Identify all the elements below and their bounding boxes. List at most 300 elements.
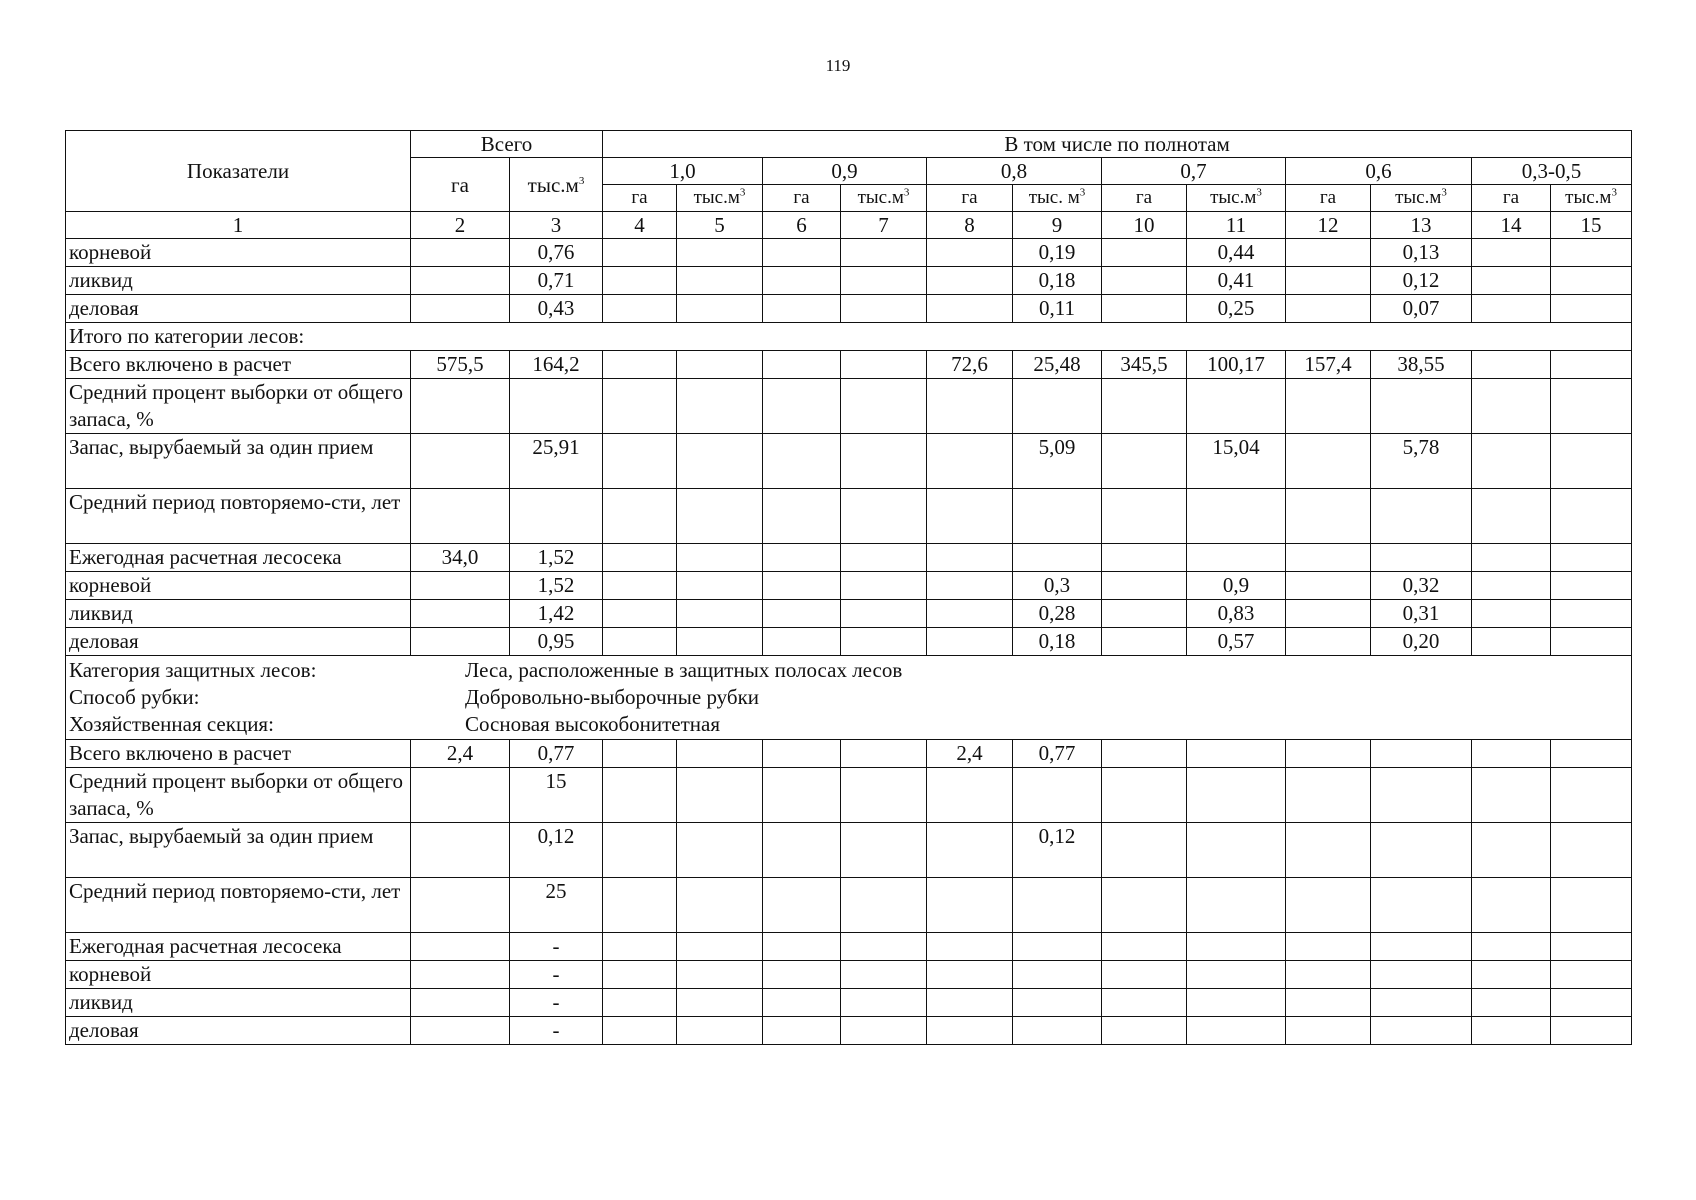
table-cell (927, 628, 1013, 656)
table-cell (677, 572, 763, 600)
table-cell (841, 961, 927, 989)
header-density: 0,6 (1286, 158, 1472, 185)
table-cell (841, 434, 927, 489)
table-cell (677, 740, 763, 768)
table-cell (603, 544, 677, 572)
table-cell: 0,18 (1013, 267, 1102, 295)
header-density: 0,8 (927, 158, 1102, 185)
table-row (66, 878, 1632, 933)
table-cell (927, 239, 1013, 267)
table-cell (1013, 878, 1102, 933)
table-row (66, 544, 1632, 572)
column-number: 3 (510, 212, 603, 239)
section-info-value: Добровольно-выборочные рубки (465, 685, 760, 709)
table-cell (1472, 351, 1551, 379)
section-info (66, 656, 1632, 740)
table-cell (927, 989, 1013, 1017)
table-cell (763, 600, 841, 628)
table-cell (1472, 961, 1551, 989)
table-cell (677, 434, 763, 489)
column-number: 10 (1102, 212, 1187, 239)
header-volume: $тыс.м^3$ (677, 185, 763, 212)
row-label: Ежегодная расчетная лесосека (66, 544, 411, 572)
table-cell (603, 295, 677, 323)
table-cell: 0,11 (1013, 295, 1102, 323)
table-row (66, 267, 1632, 295)
table-cell (1286, 600, 1371, 628)
table-cell: 0,9 (1187, 572, 1286, 600)
table-cell (763, 740, 841, 768)
section-info-line (69, 711, 1628, 738)
table-cell (1187, 544, 1286, 572)
table-cell (841, 1017, 927, 1045)
table-cell (841, 572, 927, 600)
table-cell (1102, 267, 1187, 295)
table-cell: 1,42 (510, 600, 603, 628)
table-cell (763, 489, 841, 544)
table-cell: 0,77 (1013, 740, 1102, 768)
column-number: 8 (927, 212, 1013, 239)
table-cell (841, 544, 927, 572)
table-cell (603, 823, 677, 878)
table-cell (763, 768, 841, 823)
table-cell (1286, 489, 1371, 544)
table-row (66, 379, 1632, 434)
table-cell (1472, 600, 1551, 628)
table-cell (1187, 823, 1286, 878)
table-cell (763, 351, 841, 379)
table-cell (927, 489, 1013, 544)
table-cell (927, 600, 1013, 628)
table-cell (1013, 768, 1102, 823)
table-cell (841, 239, 927, 267)
table-cell (927, 267, 1013, 295)
table-cell: 2,4 (927, 740, 1013, 768)
table-cell (927, 379, 1013, 434)
column-number: 2 (411, 212, 510, 239)
table-cell (677, 544, 763, 572)
table-cell (411, 961, 510, 989)
table-cell: 72,6 (927, 351, 1013, 379)
table-cell (1102, 572, 1187, 600)
table-cell (841, 933, 927, 961)
column-number: 4 (603, 212, 677, 239)
table-cell (411, 295, 510, 323)
table-cell (1187, 989, 1286, 1017)
header-ha: га (603, 185, 677, 212)
section-info-key: Хозяйственная секция: (69, 712, 274, 736)
table-cell (1102, 600, 1187, 628)
table-cell: 5,78 (1371, 434, 1472, 489)
table-cell (763, 628, 841, 656)
table-row (66, 434, 1632, 489)
table-cell (1551, 489, 1632, 544)
table-cell (1551, 351, 1632, 379)
table-cell (841, 379, 927, 434)
table-cell (1286, 239, 1371, 267)
table-cell (841, 628, 927, 656)
header-total: Всего (411, 131, 603, 158)
table-cell (1013, 489, 1102, 544)
table-cell (1371, 961, 1472, 989)
category-total-row-label: Итого по категории лесов: (66, 323, 1632, 351)
table-cell (1102, 628, 1187, 656)
table-cell (1472, 572, 1551, 600)
table-cell (1187, 740, 1286, 768)
table-cell (1102, 989, 1187, 1017)
row-label: ликвид (66, 267, 411, 295)
column-number: 15 (1551, 212, 1632, 239)
table-cell (677, 267, 763, 295)
table-cell (510, 489, 603, 544)
table-row (66, 823, 1632, 878)
table-cell (841, 489, 927, 544)
column-number: 5 (677, 212, 763, 239)
table-cell (1371, 768, 1472, 823)
table-cell (841, 351, 927, 379)
row-label: Ежегодная расчетная лесосека (66, 933, 411, 961)
table-cell (1102, 295, 1187, 323)
column-number: 7 (841, 212, 927, 239)
section-info-value: Леса, расположенные в защитных полосах лесов (465, 658, 903, 682)
table-row (66, 489, 1632, 544)
row-label: Всего включено в расчет (66, 740, 411, 768)
table-row (66, 295, 1632, 323)
table-cell (927, 1017, 1013, 1045)
table-cell (1286, 434, 1371, 489)
table-cell (677, 961, 763, 989)
table-cell (1472, 628, 1551, 656)
header-total-volume: $тыс.м^3$ (510, 158, 603, 212)
table-cell (1102, 823, 1187, 878)
table-cell (763, 295, 841, 323)
table-cell (1371, 489, 1472, 544)
row-label: Средний период повторяемо-сти, лет (66, 878, 411, 933)
table-cell (763, 239, 841, 267)
table-cell (603, 1017, 677, 1045)
column-number: 14 (1472, 212, 1551, 239)
table-cell: 0,77 (510, 740, 603, 768)
row-label: Средний период повторяемо-сти, лет (66, 489, 411, 544)
table-cell (841, 768, 927, 823)
table-cell (411, 434, 510, 489)
table-cell: 0,76 (510, 239, 603, 267)
table-cell: 1,52 (510, 572, 603, 600)
table-cell (1371, 544, 1472, 572)
table-cell (411, 600, 510, 628)
table-cell (603, 267, 677, 295)
table-cell (1551, 1017, 1632, 1045)
table-cell (927, 544, 1013, 572)
table-cell (1013, 961, 1102, 989)
table-cell (1551, 740, 1632, 768)
table-cell (677, 600, 763, 628)
table-cell (1286, 1017, 1371, 1045)
table-row (66, 239, 1632, 267)
table-row (66, 989, 1632, 1017)
table-cell (1187, 489, 1286, 544)
table-cell (927, 823, 1013, 878)
table-cell (1286, 823, 1371, 878)
row-label: Всего включено в расчет (66, 351, 411, 379)
header-indicators: Показатели (66, 131, 411, 212)
table-cell: 0,32 (1371, 572, 1472, 600)
table-cell (1472, 878, 1551, 933)
table-cell (1102, 379, 1187, 434)
table-cell (1551, 878, 1632, 933)
table-cell (1472, 740, 1551, 768)
column-number: 12 (1286, 212, 1371, 239)
header-density: 0,7 (1102, 158, 1286, 185)
table-cell: 25,91 (510, 434, 603, 489)
table-cell (1551, 239, 1632, 267)
table-cell (603, 628, 677, 656)
table-cell (411, 1017, 510, 1045)
table-cell (1472, 267, 1551, 295)
column-numbers-row (66, 212, 1632, 239)
table-cell (1102, 961, 1187, 989)
table-cell (1472, 989, 1551, 1017)
row-label: деловая (66, 1017, 411, 1045)
table-cell (1102, 434, 1187, 489)
column-number: 11 (1187, 212, 1286, 239)
table-cell (411, 628, 510, 656)
table-cell (1551, 989, 1632, 1017)
table-cell (1013, 544, 1102, 572)
table-row (66, 961, 1632, 989)
table-cell: 0,41 (1187, 267, 1286, 295)
table-cell (1286, 572, 1371, 600)
table-cell (677, 628, 763, 656)
table-cell (677, 1017, 763, 1045)
header-volume: $тыс.м^3$ (1371, 185, 1472, 212)
table-cell (927, 961, 1013, 989)
table-cell (1102, 933, 1187, 961)
table-cell (1551, 544, 1632, 572)
table-cell: 2,4 (411, 740, 510, 768)
table-cell (763, 961, 841, 989)
table-cell (1551, 434, 1632, 489)
table-cell (1472, 1017, 1551, 1045)
table-cell (1551, 572, 1632, 600)
table-cell (1187, 768, 1286, 823)
table-cell: 0,95 (510, 628, 603, 656)
table-cell (603, 740, 677, 768)
table-cell (411, 379, 510, 434)
table-cell (603, 351, 677, 379)
table-cell (677, 295, 763, 323)
table-cell (841, 267, 927, 295)
table-cell: 157,4 (1286, 351, 1371, 379)
table-cell (603, 989, 677, 1017)
table-cell (411, 878, 510, 933)
table-row (66, 740, 1632, 768)
header-total-ha: га (411, 158, 510, 212)
row-label: деловая (66, 295, 411, 323)
header-by-density: В том числе по полнотам (603, 131, 1632, 158)
table-cell: 5,09 (1013, 434, 1102, 489)
table-cell (763, 989, 841, 1017)
table-cell (1551, 379, 1632, 434)
table-cell: 0,43 (510, 295, 603, 323)
table-row (66, 572, 1632, 600)
table-cell (1102, 544, 1187, 572)
table-cell (1371, 379, 1472, 434)
table-cell (927, 933, 1013, 961)
table-cell (1286, 961, 1371, 989)
table-cell: 38,55 (1371, 351, 1472, 379)
table-cell (763, 572, 841, 600)
row-label: деловая (66, 628, 411, 656)
table-cell (1371, 740, 1472, 768)
table-cell: 100,17 (1187, 351, 1286, 379)
table-cell (927, 572, 1013, 600)
table-cell (763, 878, 841, 933)
header-density: 0,9 (763, 158, 927, 185)
table-cell (1371, 878, 1472, 933)
header-ha: га (1472, 185, 1551, 212)
table-cell (1013, 379, 1102, 434)
table-cell (1472, 295, 1551, 323)
table-cell (1286, 379, 1371, 434)
table-cell (1551, 961, 1632, 989)
table-cell (1472, 544, 1551, 572)
table-cell: - (510, 989, 603, 1017)
table-cell: 0,83 (1187, 600, 1286, 628)
table-cell: 1,52 (510, 544, 603, 572)
table-cell (1472, 768, 1551, 823)
header-ha: га (1286, 185, 1371, 212)
column-number: 1 (66, 212, 411, 239)
table-cell (1102, 1017, 1187, 1045)
table-cell (1371, 823, 1472, 878)
column-number: 9 (1013, 212, 1102, 239)
table-cell: 575,5 (411, 351, 510, 379)
table-cell (927, 434, 1013, 489)
table-cell: 0,12 (1371, 267, 1472, 295)
table-cell (1286, 544, 1371, 572)
table-cell (1286, 740, 1371, 768)
table-cell: 0,12 (510, 823, 603, 878)
table-row (66, 628, 1632, 656)
table-cell (1286, 768, 1371, 823)
table-cell: 0,71 (510, 267, 603, 295)
header-volume: тыс. $м^3$ (1013, 185, 1102, 212)
header-volume: $тыс.м^3$ (841, 185, 927, 212)
table-row (66, 768, 1632, 823)
table-cell (1187, 379, 1286, 434)
row-label: корневой (66, 572, 411, 600)
row-label: корневой (66, 239, 411, 267)
table-cell (1286, 628, 1371, 656)
table-cell (677, 379, 763, 434)
table-cell: 0,13 (1371, 239, 1472, 267)
table-cell: 0,07 (1371, 295, 1472, 323)
table-row (66, 1017, 1632, 1045)
row-label: Запас, вырубаемый за один прием (66, 823, 411, 878)
table-cell (841, 600, 927, 628)
table-cell (1286, 989, 1371, 1017)
row-label: Запас, вырубаемый за один прием (66, 434, 411, 489)
table-cell (1286, 295, 1371, 323)
table-cell (677, 933, 763, 961)
header-volume: $тыс.м^3$ (1551, 185, 1632, 212)
table-cell (677, 768, 763, 823)
table-cell (1551, 600, 1632, 628)
section-info-key: Категория защитных лесов: (69, 658, 317, 682)
table-cell (841, 878, 927, 933)
table-cell (1187, 1017, 1286, 1045)
table-cell (841, 989, 927, 1017)
table-cell (1472, 239, 1551, 267)
table-cell (677, 878, 763, 933)
table-cell (763, 823, 841, 878)
table-cell: - (510, 961, 603, 989)
row-label: Средний процент выборки от общего запаса, % (66, 768, 411, 823)
table-cell (1187, 961, 1286, 989)
section-info-key: Способ рубки: (69, 685, 200, 709)
table-cell: - (510, 1017, 603, 1045)
section-info-value: Сосновая высокобонитетная (465, 712, 720, 736)
table-cell (603, 933, 677, 961)
table-row (66, 600, 1632, 628)
table-cell (677, 351, 763, 379)
column-number: 6 (763, 212, 841, 239)
table-cell: 0,28 (1013, 600, 1102, 628)
header-ha: га (1102, 185, 1187, 212)
table-cell (763, 379, 841, 434)
section-info-row (66, 656, 1632, 740)
table-cell (603, 239, 677, 267)
table-cell (1551, 628, 1632, 656)
table-cell (677, 989, 763, 1017)
table-row (66, 933, 1632, 961)
table-cell (411, 989, 510, 1017)
table-cell: 15,04 (1187, 434, 1286, 489)
table-cell (1551, 823, 1632, 878)
table-cell (1286, 933, 1371, 961)
table-cell (411, 768, 510, 823)
table-cell (1102, 239, 1187, 267)
table-row (66, 351, 1632, 379)
table-cell (1472, 823, 1551, 878)
table-cell (1472, 489, 1551, 544)
table-cell (1472, 379, 1551, 434)
table-cell (603, 600, 677, 628)
table-cell: 0,3 (1013, 572, 1102, 600)
table-cell (677, 823, 763, 878)
table-cell (927, 295, 1013, 323)
header-ha: га (763, 185, 841, 212)
table-cell (411, 489, 510, 544)
table-cell (1013, 933, 1102, 961)
table-cell (763, 933, 841, 961)
table-cell (411, 267, 510, 295)
table-cell (927, 878, 1013, 933)
table-cell: 0,44 (1187, 239, 1286, 267)
table-cell (677, 489, 763, 544)
table-cell (411, 823, 510, 878)
table-cell: 164,2 (510, 351, 603, 379)
table-cell: 0,57 (1187, 628, 1286, 656)
table-cell: 25,48 (1013, 351, 1102, 379)
row-label: корневой (66, 961, 411, 989)
table-cell (1102, 878, 1187, 933)
table-cell: 0,12 (1013, 823, 1102, 878)
table-cell: 345,5 (1102, 351, 1187, 379)
table-cell (763, 1017, 841, 1045)
table-cell: 15 (510, 768, 603, 823)
